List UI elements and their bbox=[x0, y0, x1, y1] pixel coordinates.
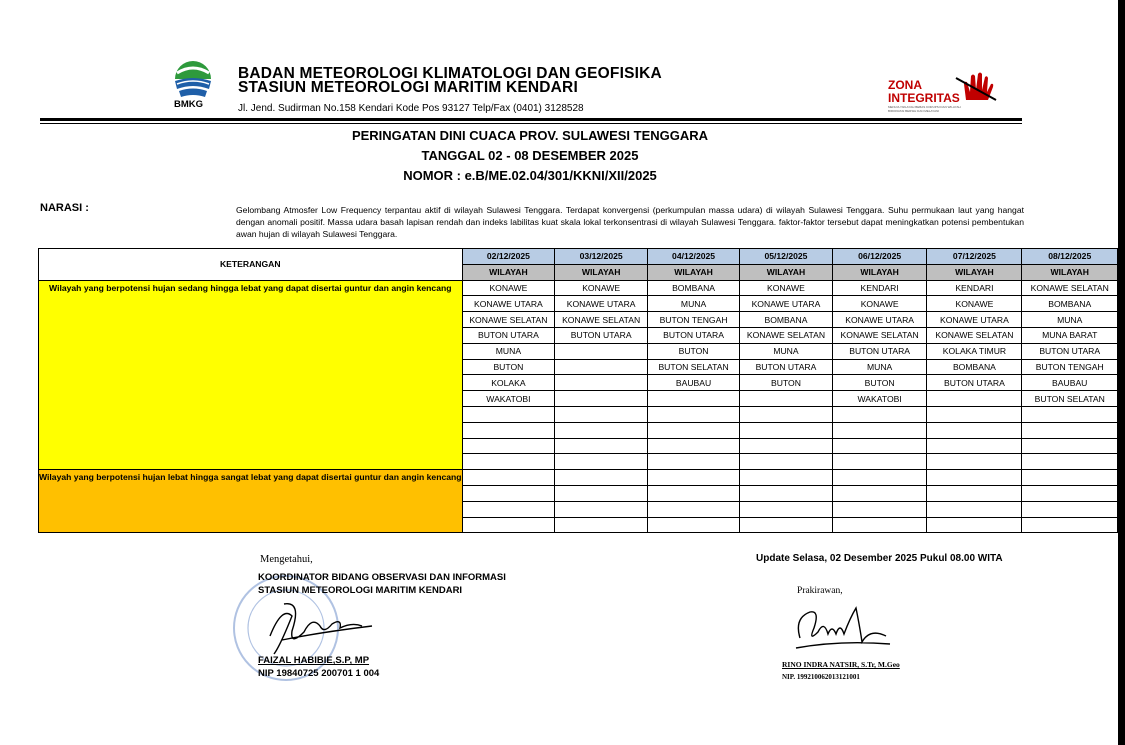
region-cell: BOMBANA bbox=[1022, 296, 1118, 312]
region-cell: BUTON UTARA bbox=[1022, 343, 1118, 359]
region-cell bbox=[555, 343, 648, 359]
region-cell bbox=[927, 485, 1022, 501]
warning-table bbox=[38, 248, 1118, 533]
region-cell bbox=[462, 517, 555, 533]
region-cell: KONAWE SELATAN bbox=[832, 327, 927, 343]
region-cell bbox=[648, 470, 740, 486]
region-cell bbox=[740, 422, 833, 438]
region-cell: BUTON UTARA bbox=[927, 375, 1022, 391]
date-header-4: 05/12/2025 bbox=[740, 249, 833, 265]
region-cell bbox=[648, 391, 740, 407]
region-cell bbox=[462, 422, 555, 438]
region-cell bbox=[1022, 438, 1118, 454]
region-cell bbox=[740, 391, 833, 407]
date-header-3: 04/12/2025 bbox=[648, 249, 740, 265]
region-cell bbox=[555, 454, 648, 470]
region-cell: KONAWE SELATAN bbox=[555, 312, 648, 328]
region-cell: BOMBANA bbox=[927, 359, 1022, 375]
narasi-label: NARASI : bbox=[40, 202, 89, 214]
region-cell bbox=[462, 438, 555, 454]
region-cell bbox=[462, 501, 555, 517]
region-cell bbox=[1022, 422, 1118, 438]
region-cell bbox=[555, 517, 648, 533]
region-cell bbox=[648, 501, 740, 517]
narasi-text: Gelombang Atmosfer Low Frequency terpantau aktif di wilayah Sulawesi Tenggara. Terdapat konvergensi (perkumpulan massa udara) di wilayah Sulawesi Tenggara. Suhu permukaan laut yang hangat dengan anomali positif. Massa udara basah lapisan rendah dan indeks labilitas kuat skala lokal terkonsentrasi di wilayah Sulawesi Tenggara. faktor-faktor tersebut dapat meningkatkan potensi pembentukan awan hujan di wilayah Sulawesi Tenggara. bbox=[236, 205, 1024, 240]
category1-label: Wilayah yang berpotensi hujan sedang hingga lebat yang dapat disertai guntur dan angin kencang bbox=[39, 280, 463, 470]
region-cell: BUTON UTARA bbox=[555, 327, 648, 343]
doc-number: NOMOR : e.B/ME.02.04/301/KKNI/XII/2025 bbox=[403, 168, 657, 183]
region-cell: BUTON bbox=[832, 375, 927, 391]
table-row bbox=[39, 470, 1118, 486]
region-cell bbox=[1022, 485, 1118, 501]
region-cell: KENDARI bbox=[832, 280, 927, 296]
org-name-line2: STASIUN METEOROLOGI MARITIM KENDARI bbox=[238, 79, 578, 96]
region-cell: KONAWE UTARA bbox=[740, 296, 833, 312]
region-cell: KONAWE UTARA bbox=[462, 296, 555, 312]
region-cell bbox=[555, 485, 648, 501]
region-cell: WAKATOBI bbox=[462, 391, 555, 407]
doc-title: PERINGATAN DINI CUACA PROV. SULAWESI TENGGARA bbox=[351, 128, 709, 143]
wilayah-header-5: WILAYAH bbox=[832, 264, 927, 280]
region-cell bbox=[740, 406, 833, 422]
region-cell bbox=[555, 438, 648, 454]
bmkg-emblem-icon bbox=[165, 55, 221, 101]
region-cell bbox=[832, 485, 927, 501]
region-cell bbox=[927, 501, 1022, 517]
zi-line2: INTEGRITAS bbox=[888, 91, 960, 105]
region-cell bbox=[648, 406, 740, 422]
date-header-7: 08/12/2025 bbox=[1022, 249, 1118, 265]
hand-stop-icon bbox=[952, 70, 1002, 104]
region-cell: KONAWE SELATAN bbox=[462, 312, 555, 328]
right-signature bbox=[790, 598, 900, 658]
region-cell bbox=[832, 438, 927, 454]
region-cell bbox=[462, 470, 555, 486]
wilayah-header-2: WILAYAH bbox=[555, 264, 648, 280]
region-cell bbox=[740, 438, 833, 454]
region-cell bbox=[648, 454, 740, 470]
region-cell: BUTON bbox=[648, 343, 740, 359]
region-cell bbox=[648, 485, 740, 501]
zi-line1: ZONA bbox=[888, 78, 922, 92]
region-cell: KONAWE bbox=[462, 280, 555, 296]
region-cell: KOLAKA bbox=[462, 375, 555, 391]
bmkg-logo bbox=[165, 55, 221, 113]
region-cell bbox=[927, 422, 1022, 438]
region-cell bbox=[740, 485, 833, 501]
update-timestamp: Update Selasa, 02 Desember 2025 Pukul 08.00 WITA bbox=[756, 553, 1003, 564]
region-cell: KOLAKA TIMUR bbox=[927, 343, 1022, 359]
region-cell: KONAWE bbox=[555, 280, 648, 296]
region-cell: BOMBANA bbox=[648, 280, 740, 296]
region-cell: BUTON SELATAN bbox=[648, 359, 740, 375]
region-cell bbox=[555, 422, 648, 438]
left-signer-nip: NIP 19840725 200701 1 004 bbox=[258, 668, 380, 679]
region-cell bbox=[555, 375, 648, 391]
region-cell bbox=[1022, 517, 1118, 533]
koordinator-line1: KOORDINATOR BIDANG OBSERVASI DAN INFORMASI bbox=[258, 572, 506, 583]
region-cell bbox=[927, 454, 1022, 470]
region-cell: BUTON bbox=[740, 375, 833, 391]
org-address: Jl. Jend. Sudirman No.158 Kendari Kode Pos 93127 Telp/Fax (0401) 3128528 bbox=[238, 103, 584, 114]
region-cell: WAKATOBI bbox=[832, 391, 927, 407]
region-cell bbox=[1022, 406, 1118, 422]
region-cell bbox=[927, 470, 1022, 486]
region-cell bbox=[832, 422, 927, 438]
region-cell: KONAWE SELATAN bbox=[1022, 280, 1118, 296]
region-cell: MUNA bbox=[832, 359, 927, 375]
region-cell bbox=[1022, 470, 1118, 486]
category2-label: Wilayah yang berpotensi hujan lebat hingga sangat lebat yang dapat disertai guntur dan angin kencang bbox=[39, 470, 463, 533]
region-cell: BAUBAU bbox=[1022, 375, 1118, 391]
region-cell bbox=[555, 406, 648, 422]
region-cell bbox=[462, 454, 555, 470]
region-cell bbox=[740, 517, 833, 533]
region-cell: BUTON bbox=[462, 359, 555, 375]
region-cell bbox=[648, 517, 740, 533]
region-cell: KONAWE SELATAN bbox=[927, 327, 1022, 343]
region-cell bbox=[740, 501, 833, 517]
wilayah-header-4: WILAYAH bbox=[740, 264, 833, 280]
region-cell bbox=[555, 359, 648, 375]
wilayah-header-6: WILAYAH bbox=[927, 264, 1022, 280]
region-cell bbox=[648, 438, 740, 454]
region-cell bbox=[648, 422, 740, 438]
right-signer-nip: NIP. 199210062013121001 bbox=[782, 673, 860, 681]
bmkg-logo-text: BMKG bbox=[174, 99, 204, 110]
region-cell bbox=[927, 406, 1022, 422]
region-cell: BUTON UTARA bbox=[462, 327, 555, 343]
date-header-row bbox=[39, 249, 1118, 265]
right-signer-name: RINO INDRA NATSIR, S.Tr, M.Geo bbox=[782, 660, 900, 669]
region-cell: MUNA bbox=[1022, 312, 1118, 328]
wilayah-header-7: WILAYAH bbox=[1022, 264, 1118, 280]
region-cell: BUTON TENGAH bbox=[648, 312, 740, 328]
mengetahui-label: Mengetahui, bbox=[260, 554, 313, 565]
region-cell bbox=[555, 391, 648, 407]
region-cell: KONAWE UTARA bbox=[927, 312, 1022, 328]
region-cell bbox=[740, 470, 833, 486]
region-cell bbox=[832, 454, 927, 470]
region-cell bbox=[555, 470, 648, 486]
region-cell bbox=[927, 438, 1022, 454]
prakirawan-label: Prakirawan, bbox=[797, 586, 843, 596]
keterangan-header: KETERANGAN bbox=[39, 249, 463, 281]
koordinator-title bbox=[258, 571, 506, 597]
region-cell bbox=[832, 501, 927, 517]
region-cell bbox=[555, 501, 648, 517]
region-cell: MUNA bbox=[462, 343, 555, 359]
region-cell bbox=[462, 406, 555, 422]
header-rule-thin bbox=[40, 123, 1022, 124]
date-header-5: 06/12/2025 bbox=[832, 249, 927, 265]
region-cell: MUNA BARAT bbox=[1022, 327, 1118, 343]
region-cell: KONAWE bbox=[832, 296, 927, 312]
wilayah-header-1: WILAYAH bbox=[462, 264, 555, 280]
region-cell: BOMBANA bbox=[740, 312, 833, 328]
region-cell: BUTON UTARA bbox=[740, 359, 833, 375]
region-cell: KONAWE SELATAN bbox=[740, 327, 833, 343]
wilayah-header-3: WILAYAH bbox=[648, 264, 740, 280]
doc-date-range: TANGGAL 02 - 08 DESEMBER 2025 bbox=[421, 148, 639, 163]
region-cell: KENDARI bbox=[927, 280, 1022, 296]
region-cell: MUNA bbox=[740, 343, 833, 359]
region-cell bbox=[832, 406, 927, 422]
region-cell: MUNA bbox=[648, 296, 740, 312]
region-cell bbox=[927, 517, 1022, 533]
region-cell: KONAWE UTARA bbox=[832, 312, 927, 328]
region-cell: KONAWE bbox=[740, 280, 833, 296]
region-cell: BUTON UTARA bbox=[648, 327, 740, 343]
zi-small-text: MENUJU WILAYAH BEBAS KORUPSI DAN WILAYAH BIROKRASI BERSIH DAN MELAYANI bbox=[888, 105, 961, 113]
date-header-1: 02/12/2025 bbox=[462, 249, 555, 265]
region-cell: BAUBAU bbox=[648, 375, 740, 391]
region-cell bbox=[1022, 454, 1118, 470]
region-cell bbox=[462, 485, 555, 501]
region-cell bbox=[927, 391, 1022, 407]
header-rule-thick bbox=[40, 118, 1022, 121]
region-cell bbox=[740, 454, 833, 470]
region-cell: BUTON SELATAN bbox=[1022, 391, 1118, 407]
table-row bbox=[39, 280, 1118, 296]
koordinator-line2: STASIUN METEOROLOGI MARITIM KENDARI bbox=[258, 585, 463, 596]
zona-integritas-logo bbox=[886, 70, 1026, 118]
region-cell bbox=[1022, 501, 1118, 517]
region-cell bbox=[832, 517, 927, 533]
org-name-line1: BADAN METEOROLOGI KLIMATOLOGI DAN GEOFISIKA bbox=[238, 65, 662, 82]
left-signature bbox=[262, 596, 402, 656]
region-cell: KONAWE UTARA bbox=[555, 296, 648, 312]
date-header-2: 03/12/2025 bbox=[555, 249, 648, 265]
left-signer-name: FAIZAL HABIBIE,S.P, MP bbox=[258, 655, 370, 666]
date-header-6: 07/12/2025 bbox=[927, 249, 1022, 265]
region-cell bbox=[832, 470, 927, 486]
region-cell: BUTON UTARA bbox=[832, 343, 927, 359]
region-cell: KONAWE bbox=[927, 296, 1022, 312]
region-cell: BUTON TENGAH bbox=[1022, 359, 1118, 375]
